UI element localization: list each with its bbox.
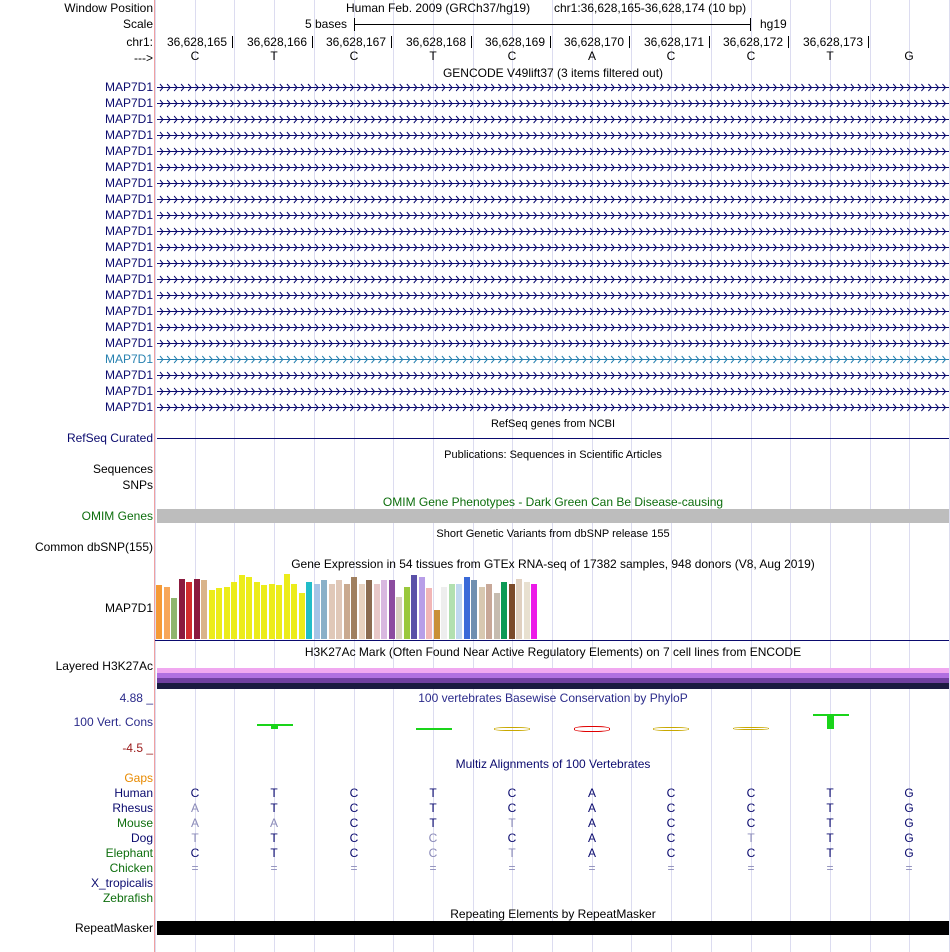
strand-arrows <box>157 163 949 172</box>
gtex-tissue-bar[interactable] <box>269 584 275 639</box>
scale-bar-text: 5 bases <box>305 17 348 31</box>
species-label[interactable]: Chicken <box>109 861 153 875</box>
phylop-negative-score <box>653 727 689 731</box>
aligned-base: T <box>826 846 834 860</box>
coordinate-tick-label: 36,628,168 <box>405 35 466 49</box>
aligned-base: C <box>666 786 676 800</box>
phylop-score-bar <box>416 728 452 730</box>
aligned-base: A <box>587 801 596 815</box>
gtex-tissue-bar[interactable] <box>216 588 222 639</box>
assembly-text: Human Feb. 2009 (GRCh37/hg19) <box>346 1 531 15</box>
phylop-title: 100 vertebrates Basewise Conservation by PhyloP <box>418 691 688 705</box>
aligned-base: C <box>349 801 359 815</box>
gtex-tissue-bar[interactable] <box>464 577 470 639</box>
gtex-tissue-bar[interactable] <box>524 582 530 639</box>
aligned-base: C <box>190 786 200 800</box>
aligned-base: T <box>270 831 278 845</box>
aligned-base: T <box>826 816 834 830</box>
aligned-base: C <box>746 801 756 815</box>
aligned-base: = <box>191 861 199 875</box>
aligned-base: C <box>428 831 438 845</box>
strand-arrows <box>157 115 949 124</box>
coordinate-tick-label: 36,628,170 <box>563 35 624 49</box>
reference-base: A <box>587 49 596 63</box>
gtex-tissue-bar[interactable] <box>261 585 267 639</box>
coordinate-tick <box>471 36 472 48</box>
gencode-gene-label[interactable]: MAP7D1 <box>104 400 153 414</box>
species-label[interactable]: Human <box>114 786 153 800</box>
strand-arrows <box>157 195 949 204</box>
gtex-tissue-bar[interactable] <box>479 587 485 639</box>
gencode-gene-label[interactable]: MAP7D1 <box>104 128 153 142</box>
refseq-gene-line[interactable] <box>157 438 949 439</box>
species-label[interactable]: Dog <box>130 831 153 845</box>
repeatmasker-title: Repeating Elements by RepeatMasker <box>450 907 656 921</box>
species-label[interactable]: Zebrafish <box>102 891 153 905</box>
gtex-baseline <box>155 640 949 641</box>
aligned-base: = <box>826 861 834 875</box>
aligned-base: T <box>270 786 278 800</box>
aligned-base: T <box>429 801 437 815</box>
aligned-base: T <box>270 801 278 815</box>
guide-line <box>314 0 315 952</box>
coordinate-tick <box>629 36 630 48</box>
gtex-tissue-bar[interactable] <box>291 584 297 639</box>
aligned-base: C <box>666 801 676 815</box>
gencode-gene-label[interactable]: MAP7D1 <box>104 352 153 366</box>
coordinate-tick <box>709 36 710 48</box>
gtex-tissue-bar[interactable] <box>314 584 320 639</box>
coordinate-tick-label: 36,628,171 <box>643 35 704 49</box>
strand-arrows <box>157 339 949 348</box>
aligned-base: C <box>349 786 359 800</box>
aligned-base: A <box>587 831 596 845</box>
coordinate-tick-label: 36,628,166 <box>246 35 307 49</box>
phylop-score-stem <box>827 715 834 729</box>
gtex-tissue-bar[interactable] <box>426 588 432 639</box>
strand-arrows <box>157 307 949 316</box>
gtex-tissue-bar[interactable] <box>254 582 260 639</box>
phylop-label[interactable]: 100 Vert. Cons <box>73 715 153 729</box>
reference-base: C <box>507 49 517 63</box>
gtex-tissue-bar[interactable] <box>321 580 327 639</box>
scale-label: Scale <box>122 17 153 31</box>
omim-label[interactable]: OMIM Genes <box>81 509 153 523</box>
gtex-tissue-bar[interactable] <box>179 579 185 639</box>
gtex-tissue-bar[interactable] <box>239 575 245 639</box>
strand-arrows <box>157 403 949 412</box>
strand-arrows <box>157 371 949 380</box>
phylop-score-stem <box>271 725 278 729</box>
gaps-label[interactable]: Gaps <box>124 771 153 785</box>
strand-arrows <box>157 131 949 140</box>
reference-base: C <box>746 49 756 63</box>
gtex-title: Gene Expression in 54 tissues from GTEx RNA-seq of 17382 samples, 948 donors (V8, Aug 2019) <box>291 557 815 571</box>
aligned-base: T <box>508 816 516 830</box>
strand-arrows <box>157 83 949 92</box>
species-label[interactable]: Rhesus <box>112 801 153 815</box>
aligned-base: A <box>587 816 596 830</box>
coordinate-tick <box>391 36 392 48</box>
aligned-base: T <box>429 786 437 800</box>
reference-base: T <box>270 49 278 63</box>
aligned-base: C <box>746 786 756 800</box>
guide-line <box>393 0 394 952</box>
gtex-tissue-bar[interactable] <box>456 584 462 639</box>
gtex-tissue-bar[interactable] <box>449 584 455 639</box>
aligned-base: C <box>666 831 676 845</box>
gtex-tissue-bar[interactable] <box>299 593 305 639</box>
gencode-gene-label[interactable]: MAP7D1 <box>104 160 153 174</box>
guide-line <box>711 0 712 952</box>
aligned-base: G <box>904 801 914 815</box>
repeatmasker-label[interactable]: RepeatMasker <box>74 921 153 935</box>
aligned-base: T <box>270 846 278 860</box>
species-label[interactable]: Elephant <box>105 846 153 860</box>
phylop-max-label: 4.88 _ <box>119 691 153 705</box>
gtex-tissue-bar[interactable] <box>351 577 357 639</box>
aligned-base: C <box>746 846 756 860</box>
gtex-tissue-bar[interactable] <box>171 598 177 639</box>
aligned-base: C <box>428 846 438 860</box>
scale-bar-left-tick <box>354 18 355 31</box>
reference-base: T <box>826 49 834 63</box>
coordinate-tick <box>868 36 869 48</box>
gtex-tissue-bar[interactable] <box>411 575 417 639</box>
omim-title: OMIM Gene Phenotypes - Dark Green Can Be Disease-causing <box>382 495 724 509</box>
omim-gene-bar[interactable] <box>157 509 949 523</box>
h3k27ac-label[interactable]: Layered H3K27Ac <box>55 659 153 673</box>
aligned-base: = <box>905 861 913 875</box>
aligned-base: C <box>507 831 517 845</box>
strand-arrows <box>157 275 949 284</box>
dbsnp-label[interactable]: Common dbSNP(155) <box>34 540 153 554</box>
aligned-base: C <box>349 831 359 845</box>
guide-line <box>552 0 553 952</box>
scale-bar-right-tick <box>750 18 751 31</box>
strand-arrows <box>157 147 949 156</box>
strand-arrows <box>157 323 949 332</box>
aligned-base: C <box>507 801 517 815</box>
gtex-tissue-bar[interactable] <box>306 582 312 639</box>
gencode-gene-label[interactable]: MAP7D1 <box>104 208 153 222</box>
gtex-tissue-bar[interactable] <box>531 584 537 639</box>
scale-db-text: hg19 <box>760 17 787 31</box>
chrom-label: chr1: <box>126 35 153 49</box>
strand-arrows <box>157 243 949 252</box>
aligned-base: T <box>826 786 834 800</box>
aligned-base: T <box>191 831 199 845</box>
strand-arrows <box>157 211 949 220</box>
gtex-tissue-bar[interactable] <box>246 577 252 639</box>
gtex-tissue-bar[interactable] <box>419 577 425 639</box>
gtex-tissue-bar[interactable] <box>516 579 522 639</box>
gtex-tissue-bar[interactable] <box>224 587 230 639</box>
aligned-base: G <box>904 816 914 830</box>
gtex-tissue-bar[interactable] <box>336 580 342 639</box>
gtex-tissue-bar[interactable] <box>201 580 207 639</box>
gtex-tissue-bar[interactable] <box>434 610 440 639</box>
phylop-negative-score <box>494 727 530 731</box>
gencode-title: GENCODE V49lift37 (3 items filtered out) <box>442 66 664 80</box>
gencode-gene-label[interactable]: MAP7D1 <box>104 112 153 126</box>
aligned-base: G <box>904 831 914 845</box>
gencode-gene-label[interactable]: MAP7D1 <box>104 240 153 254</box>
aligned-base: C <box>190 846 200 860</box>
gencode-gene-label[interactable]: MAP7D1 <box>104 96 153 110</box>
species-label[interactable]: Mouse <box>116 816 153 830</box>
aligned-base: A <box>587 846 596 860</box>
aligned-base: C <box>746 816 756 830</box>
aligned-base: A <box>190 801 199 815</box>
aligned-base: = <box>667 861 675 875</box>
gtex-tissue-bar[interactable] <box>396 597 402 639</box>
publications-title: Publications: Sequences in Scientific Articles <box>444 449 662 461</box>
aligned-base: T <box>747 831 755 845</box>
gtex-tissue-bar[interactable] <box>501 582 507 639</box>
refseq-label[interactable]: RefSeq Curated <box>66 431 153 445</box>
aligned-base: C <box>666 846 676 860</box>
gtex-tissue-bar[interactable] <box>276 585 282 639</box>
gtex-tissue-bar[interactable] <box>284 574 290 639</box>
strand-arrows <box>157 387 949 396</box>
reference-base: C <box>666 49 676 63</box>
coordinate-tick-label: 36,628,165 <box>166 35 227 49</box>
refseq-title: RefSeq genes from NCBI <box>490 418 616 430</box>
aligned-base: A <box>190 816 199 830</box>
aligned-base: = <box>429 861 437 875</box>
aligned-base: A <box>587 786 596 800</box>
strand-arrows <box>157 179 949 188</box>
gtex-tissue-bar[interactable] <box>404 587 410 639</box>
gtex-tissue-bar[interactable] <box>186 582 192 639</box>
phylop-negative-score <box>574 726 610 732</box>
gencode-gene-label[interactable]: MAP7D1 <box>104 336 153 350</box>
dbsnp-title: Short Genetic Variants from dbSNP release 155 <box>436 528 670 540</box>
gtex-tissue-bar[interactable] <box>471 580 477 639</box>
coordinate-tick-label: 36,628,167 <box>325 35 386 49</box>
reference-base: T <box>429 49 437 63</box>
aligned-base: C <box>349 816 359 830</box>
gencode-gene-label[interactable]: MAP7D1 <box>104 256 153 270</box>
gtex-tissue-bar[interactable] <box>231 582 237 639</box>
aligned-base: A <box>269 816 278 830</box>
coordinate-tick-label: 36,628,173 <box>802 35 863 49</box>
snps-label[interactable]: SNPs <box>122 478 153 492</box>
aligned-base: G <box>904 846 914 860</box>
reference-base: C <box>190 49 200 63</box>
aligned-base: T <box>508 846 516 860</box>
gencode-gene-label[interactable]: MAP7D1 <box>104 320 153 334</box>
coordinate-tick <box>550 36 551 48</box>
gtex-label[interactable]: MAP7D1 <box>104 601 153 615</box>
h3k27ac-layer-4 <box>157 683 949 689</box>
aligned-base: T <box>826 831 834 845</box>
gtex-tissue-bar[interactable] <box>381 580 387 639</box>
coordinate-tick <box>788 36 789 48</box>
phylop-negative-score <box>733 727 769 730</box>
strand-arrows <box>157 355 949 364</box>
gencode-gene-label[interactable]: MAP7D1 <box>104 304 153 318</box>
coordinate-tick <box>232 36 233 48</box>
gtex-tissue-bar[interactable] <box>194 579 200 639</box>
gencode-gene-label[interactable]: MAP7D1 <box>104 272 153 286</box>
gtex-tissue-bar[interactable] <box>359 584 365 639</box>
gtex-tissue-bar[interactable] <box>344 584 350 639</box>
h3k27ac-title: H3K27Ac Mark (Often Found Near Active Regulatory Elements) on 7 cell lines from ENCODE <box>304 645 802 659</box>
aligned-base: C <box>666 816 676 830</box>
strand-arrows <box>157 291 949 300</box>
gencode-gene-label[interactable]: MAP7D1 <box>104 368 153 382</box>
gencode-gene-label[interactable]: MAP7D1 <box>104 176 153 190</box>
reference-base: G <box>904 49 914 63</box>
gencode-gene-label[interactable]: MAP7D1 <box>104 224 153 238</box>
gtex-tissue-bar[interactable] <box>374 584 380 639</box>
guide-line <box>870 0 871 952</box>
gencode-gene-label[interactable]: MAP7D1 <box>104 192 153 206</box>
position-text: chr1:36,628,165-36,628,174 (10 bp) <box>554 1 747 15</box>
guide-line <box>473 0 474 952</box>
multiz-title: Multiz Alignments of 100 Vertebrates <box>455 757 651 771</box>
coordinate-tick <box>312 36 313 48</box>
h3k27ac-signal[interactable] <box>157 668 949 689</box>
scale-bar <box>354 24 750 25</box>
label-column-divider <box>154 0 155 952</box>
aligned-base: G <box>904 786 914 800</box>
aligned-base: C <box>349 846 359 860</box>
strand-arrows <box>157 259 949 268</box>
coordinate-tick-label: 36,628,169 <box>484 35 545 49</box>
sequences-label[interactable]: Sequences <box>92 462 153 476</box>
strand-arrows <box>157 99 949 108</box>
aligned-base: C <box>507 786 517 800</box>
strand-arrows <box>157 227 949 236</box>
aligned-base: = <box>508 861 516 875</box>
guide-line <box>631 0 632 952</box>
gtex-tissue-bar[interactable] <box>389 580 395 639</box>
window-position-label: Window Position <box>64 1 153 15</box>
gtex-tissue-bar[interactable] <box>494 593 500 639</box>
gencode-gene-label[interactable]: MAP7D1 <box>104 288 153 302</box>
gencode-gene-label[interactable]: MAP7D1 <box>104 384 153 398</box>
phylop-min-label: -4.5 _ <box>122 741 153 755</box>
strand-label: ---> <box>134 51 153 65</box>
gtex-tissue-bar[interactable] <box>329 584 335 639</box>
gencode-gene-label[interactable]: MAP7D1 <box>104 144 153 158</box>
gtex-tissue-bar[interactable] <box>366 580 372 639</box>
gtex-tissue-bar[interactable] <box>441 587 447 639</box>
gtex-tissue-bar[interactable] <box>209 590 215 639</box>
gtex-tissue-bar[interactable] <box>509 584 515 639</box>
guide-line <box>234 0 235 952</box>
aligned-base: = <box>270 861 278 875</box>
aligned-base: = <box>588 861 596 875</box>
aligned-base: T <box>429 816 437 830</box>
species-label[interactable]: X_tropicalis <box>90 876 153 890</box>
reference-base: C <box>349 49 359 63</box>
guide-line <box>790 0 791 952</box>
aligned-base: = <box>350 861 358 875</box>
aligned-base: = <box>747 861 755 875</box>
gencode-gene-label[interactable]: MAP7D1 <box>104 80 153 94</box>
aligned-base: T <box>826 801 834 815</box>
repeatmasker-element[interactable] <box>157 921 949 935</box>
guide-line <box>155 0 156 952</box>
gtex-tissue-bar[interactable] <box>486 584 492 639</box>
coordinate-tick-label: 36,628,172 <box>722 35 783 49</box>
gtex-tissue-bar[interactable] <box>164 587 170 639</box>
gtex-tissue-bar[interactable] <box>156 585 162 639</box>
